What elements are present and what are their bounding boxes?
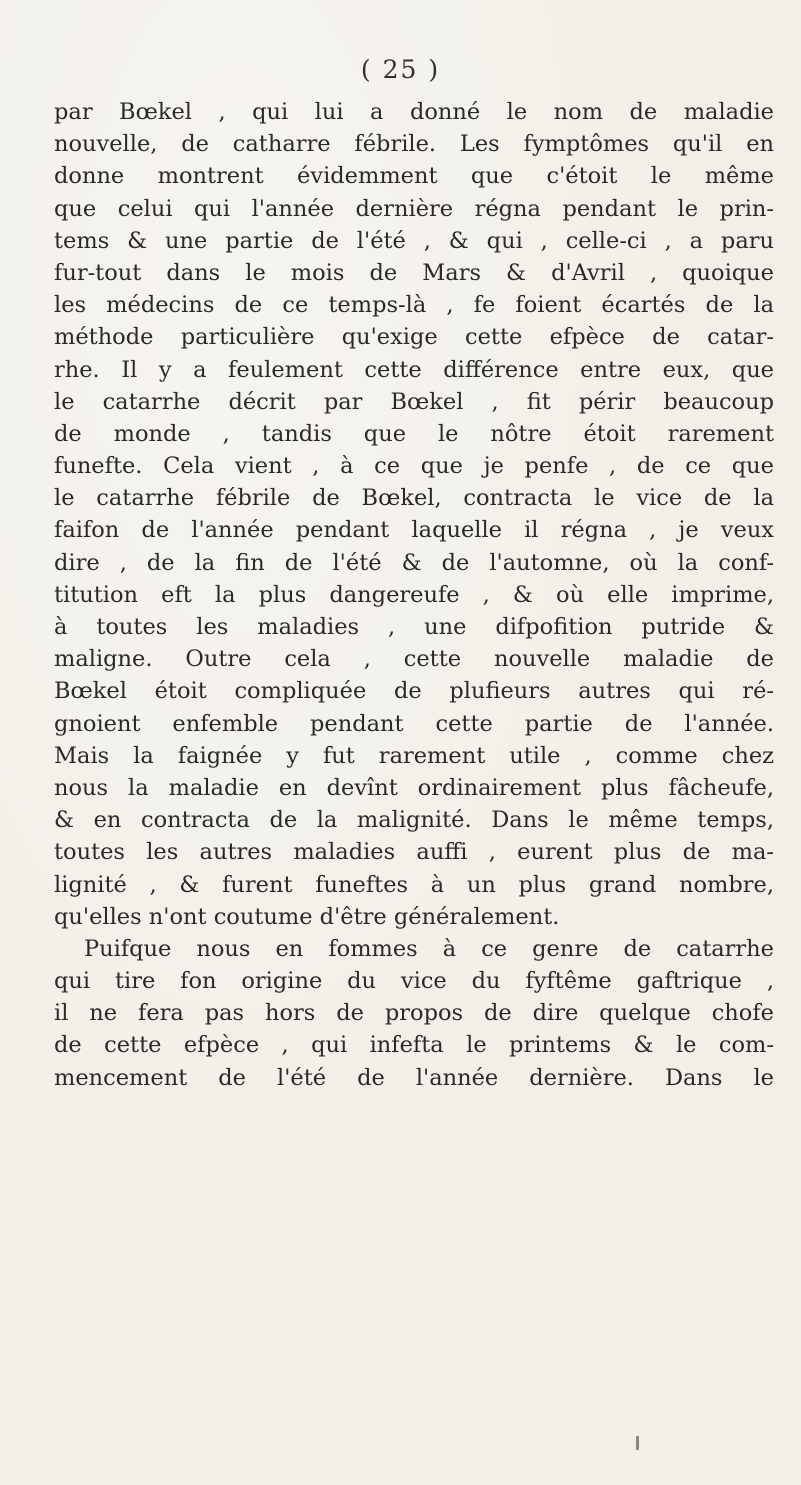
- text-line: fur-tout dans le mois de Mars & d'Avril , quoique: [54, 259, 774, 286]
- text-line: par Bœkel , qui lui a donné le nom de maladie: [54, 99, 774, 125]
- text-line: que celui qui l'année dernière régna pendant le prin-: [54, 195, 774, 222]
- text-line: nous la maladie en devînt ordinairement plus fâcheufe,: [54, 774, 774, 801]
- body-text: [54, 96, 774, 1094]
- text-line: dire , de la fin de l'été & de l'automne, où la conf-: [54, 549, 774, 576]
- text-line: funefte. Cela vient , à ce que je penfe , de ce que: [54, 453, 774, 480]
- text-line: maligne. Outre cela , cette nouvelle maladie de: [54, 646, 774, 673]
- text-line: titution eft la plus dangereufe , & où elle imprime,: [54, 581, 774, 608]
- signature-mark: [636, 1436, 639, 1450]
- text-line: lignité , & furent funeftes à un plus grand nombre,: [54, 871, 774, 898]
- text-line: rhe. Il y a feulement cette différence entre eux, que: [54, 356, 774, 383]
- text-line: qu'elles n'ont coutume d'être généralement.: [54, 903, 560, 930]
- text-line: qui tire fon origine du vice du fyftême gaftrique ,: [54, 968, 774, 995]
- text-line: à toutes les maladies , une difpofition putride &: [54, 614, 774, 640]
- text-line: mencement de l'été de l'année dernière. Dans le: [54, 1064, 774, 1091]
- text-line: Puifque nous en fommes à ce genre de catarrhe: [84, 935, 774, 962]
- text-line: Mais la faignée y fut rarement utile , comme chez: [54, 742, 774, 769]
- text-line: donne montrent évidemment que c'étoit le même: [54, 163, 774, 190]
- text-line: de monde , tandis que le nôtre étoit rarement: [54, 420, 774, 447]
- text-line: nouvelle, de catharre fébrile. Les fymptômes qu'il en: [54, 131, 774, 158]
- text-line: le catarrhe fébrile de Bœkel, contracta le vice de la: [54, 485, 774, 512]
- text-line: toutes les autres maladies auffi , eurent plus de ma-: [54, 839, 774, 866]
- text-line: il ne fera pas hors de propos de dire quelque chofe: [54, 1000, 774, 1027]
- text-line: méthode particulière qu'exige cette efpèce de catar-: [54, 324, 774, 351]
- text-line: & en contracta de la malignité. Dans le même temps,: [54, 807, 774, 834]
- text-line: faifon de l'année pendant laquelle il régna , je veux: [54, 517, 774, 544]
- text-line: tems & une partie de l'été , & qui , celle-ci , a paru: [54, 227, 774, 254]
- text-line: gnoient enfemble pendant cette partie de l'année.: [54, 710, 774, 737]
- text-line: le catarrhe décrit par Bœkel , fit périr beaucoup: [54, 388, 774, 415]
- text-line: les médecins de ce temps-là , fe foient écartés de la: [54, 292, 774, 319]
- text-line: Bœkel étoit compliquée de plufieurs autres qui ré-: [54, 678, 774, 705]
- page-number: ( 25 ): [360, 55, 441, 84]
- text-line: de cette efpèce , qui infefta le printems & le com-: [54, 1032, 774, 1059]
